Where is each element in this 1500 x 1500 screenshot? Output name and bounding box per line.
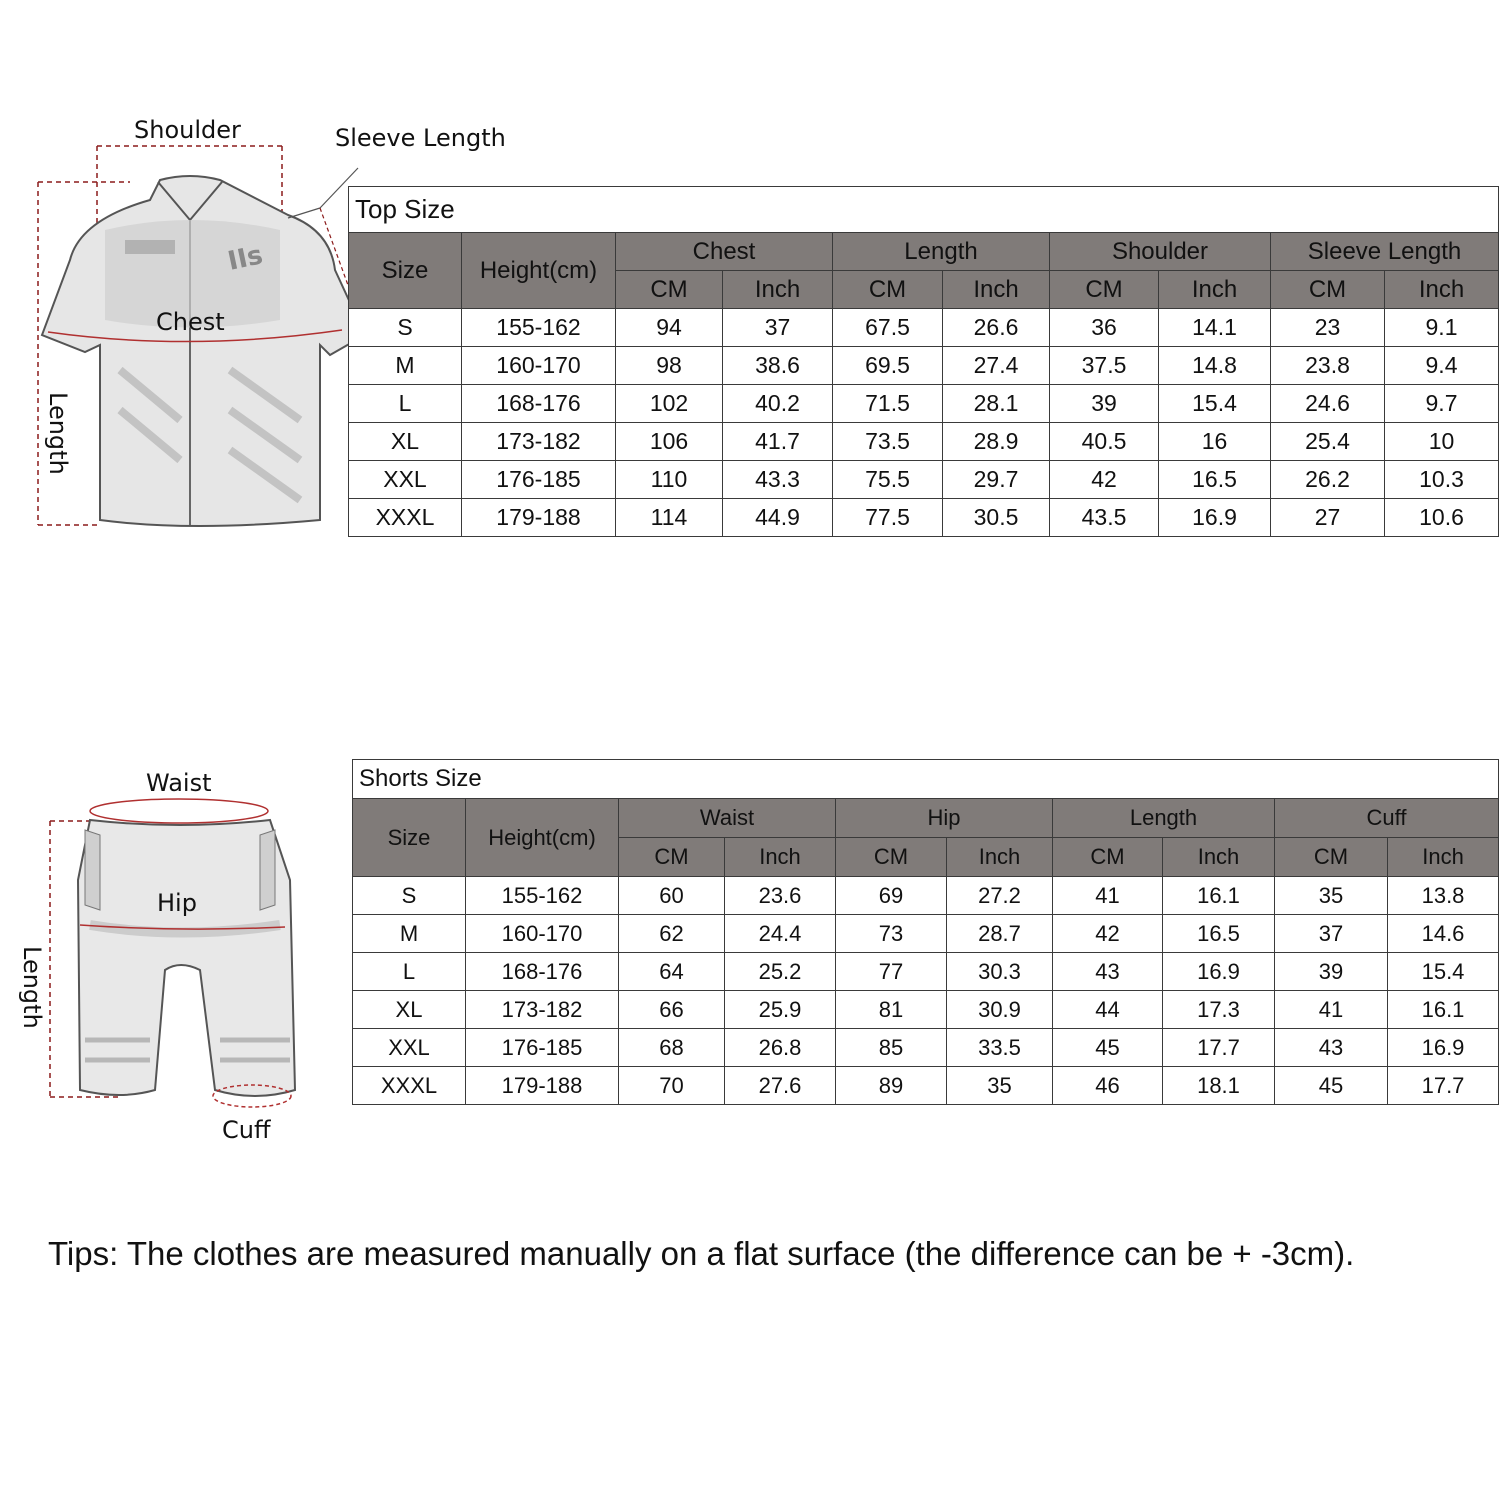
table-cell: 68	[619, 1029, 725, 1067]
table-cell: 30.5	[943, 499, 1050, 537]
shorts-unit-header: Inch	[1388, 838, 1499, 877]
table-cell: 73	[836, 915, 947, 953]
size-cell: XXL	[353, 1029, 466, 1067]
table-cell: 23.8	[1271, 347, 1385, 385]
table-cell: 42	[1050, 461, 1159, 499]
table-cell: 35	[1275, 877, 1388, 915]
table-cell: 25.2	[725, 953, 836, 991]
table-cell: 13.8	[1388, 877, 1499, 915]
svg-text:IIs: IIs	[225, 240, 266, 277]
jersey-shape	[42, 176, 365, 526]
table-row	[349, 499, 1499, 537]
shoulder-label: Shoulder	[134, 116, 241, 144]
shorts-unit-header: Inch	[1163, 838, 1275, 877]
table-cell: 46	[1053, 1067, 1163, 1105]
shorts-unit-header: Inch	[725, 838, 836, 877]
table-cell: 15.4	[1159, 385, 1271, 423]
top-unit-header: Inch	[943, 271, 1050, 309]
table-cell: 69.5	[833, 347, 943, 385]
table-cell: 38.6	[723, 347, 833, 385]
size-cell: XXL	[349, 461, 462, 499]
table-cell: 160-170	[462, 347, 616, 385]
table-cell: 17.7	[1388, 1067, 1499, 1105]
table-cell: 44	[1053, 991, 1163, 1029]
table-cell: 16.1	[1163, 877, 1275, 915]
table-cell: 25.9	[725, 991, 836, 1029]
size-cell: M	[353, 915, 466, 953]
table-cell: 24.6	[1271, 385, 1385, 423]
table-cell: 39	[1050, 385, 1159, 423]
table-cell: 73.5	[833, 423, 943, 461]
table-cell: 16.9	[1388, 1029, 1499, 1067]
table-row	[349, 423, 1499, 461]
top-size-table	[348, 186, 1499, 537]
table-cell: 179-188	[466, 1067, 619, 1105]
table-cell: 16.5	[1163, 915, 1275, 953]
table-cell: 62	[619, 915, 725, 953]
sleeve-length-label: Sleeve Length	[335, 124, 506, 152]
table-cell: 24.4	[725, 915, 836, 953]
table-cell: 179-188	[462, 499, 616, 537]
shorts-unit-header: CM	[1275, 838, 1388, 877]
table-cell: 16.9	[1159, 499, 1271, 537]
size-cell: XXXL	[349, 499, 462, 537]
shorts-table-body	[353, 877, 1499, 1105]
table-cell: 37.5	[1050, 347, 1159, 385]
table-row	[353, 991, 1499, 1029]
shorts-unit-header: CM	[836, 838, 947, 877]
table-cell: 173-182	[466, 991, 619, 1029]
table-cell: 168-176	[466, 953, 619, 991]
table-cell: 64	[619, 953, 725, 991]
table-cell: 28.7	[947, 915, 1053, 953]
shorts-unit-header: CM	[1053, 838, 1163, 877]
size-cell: S	[349, 309, 462, 347]
table-cell: 14.8	[1159, 347, 1271, 385]
measurement-tips: Tips: The clothes are measured manually on a flat surface (the difference can be + -3cm).	[48, 1235, 1355, 1272]
table-cell: 23.6	[725, 877, 836, 915]
table-cell: 176-185	[466, 1029, 619, 1067]
table-cell: 45	[1275, 1067, 1388, 1105]
shorts-unit-header: Inch	[947, 838, 1053, 877]
chest-label: Chest	[156, 308, 225, 336]
top-table-title: Top Size	[349, 187, 1499, 233]
table-cell: 168-176	[462, 385, 616, 423]
table-cell: 77	[836, 953, 947, 991]
table-cell: 94	[616, 309, 723, 347]
table-cell: 176-185	[462, 461, 616, 499]
table-cell: 77.5	[833, 499, 943, 537]
table-row	[353, 915, 1499, 953]
table-cell: 75.5	[833, 461, 943, 499]
table-cell: 25.4	[1271, 423, 1385, 461]
table-cell: 30.3	[947, 953, 1053, 991]
shorts-shape	[78, 820, 295, 1096]
table-row	[349, 309, 1499, 347]
table-cell: 17.3	[1163, 991, 1275, 1029]
table-cell: 106	[616, 423, 723, 461]
table-cell: 71.5	[833, 385, 943, 423]
table-cell: 15.4	[1388, 953, 1499, 991]
shorts-size-header: Size	[353, 799, 466, 877]
table-cell: 155-162	[462, 309, 616, 347]
table-cell: 40.5	[1050, 423, 1159, 461]
table-cell: 81	[836, 991, 947, 1029]
table-cell: 98	[616, 347, 723, 385]
table-cell: 114	[616, 499, 723, 537]
table-cell: 39	[1275, 953, 1388, 991]
table-cell: 26.8	[725, 1029, 836, 1067]
table-cell: 26.2	[1271, 461, 1385, 499]
table-cell: 9.4	[1385, 347, 1499, 385]
table-cell: 28.1	[943, 385, 1050, 423]
top-group-header: Sleeve Length	[1271, 233, 1499, 271]
table-cell: 14.1	[1159, 309, 1271, 347]
shorts-height-header: Height(cm)	[466, 799, 619, 877]
shorts-table-title: Shorts Size	[353, 760, 1499, 799]
table-cell: 26.6	[943, 309, 1050, 347]
table-cell: 43	[1275, 1029, 1388, 1067]
table-cell: 173-182	[462, 423, 616, 461]
table-cell: 27.4	[943, 347, 1050, 385]
table-cell: 41.7	[723, 423, 833, 461]
table-row	[353, 1029, 1499, 1067]
table-cell: 16.5	[1159, 461, 1271, 499]
table-cell: 70	[619, 1067, 725, 1105]
table-row	[353, 877, 1499, 915]
shorts-group-header: Cuff	[1275, 799, 1499, 838]
table-cell: 60	[619, 877, 725, 915]
table-cell: 16.1	[1388, 991, 1499, 1029]
jersey-length-label: Length	[44, 392, 72, 475]
top-unit-header: Inch	[1159, 271, 1271, 309]
table-cell: 27.6	[725, 1067, 836, 1105]
top-table-body	[349, 309, 1499, 537]
table-cell: 41	[1053, 877, 1163, 915]
table-cell: 155-162	[466, 877, 619, 915]
shorts-unit-header: CM	[619, 838, 725, 877]
table-cell: 102	[616, 385, 723, 423]
table-cell: 33.5	[947, 1029, 1053, 1067]
table-cell: 27	[1271, 499, 1385, 537]
top-unit-header: CM	[1271, 271, 1385, 309]
table-cell: 37	[723, 309, 833, 347]
table-cell: 14.6	[1388, 915, 1499, 953]
top-height-header: Height(cm)	[462, 233, 616, 309]
table-cell: 66	[619, 991, 725, 1029]
shorts-group-header: Hip	[836, 799, 1053, 838]
table-cell: 16	[1159, 423, 1271, 461]
table-row	[349, 461, 1499, 499]
table-cell: 41	[1275, 991, 1388, 1029]
top-group-header: Shoulder	[1050, 233, 1271, 271]
table-cell: 110	[616, 461, 723, 499]
table-cell: 67.5	[833, 309, 943, 347]
table-cell: 160-170	[466, 915, 619, 953]
table-cell: 10	[1385, 423, 1499, 461]
table-cell: 9.7	[1385, 385, 1499, 423]
table-cell: 17.7	[1163, 1029, 1275, 1067]
table-cell: 16.9	[1163, 953, 1275, 991]
top-size-header: Size	[349, 233, 462, 309]
table-cell: 37	[1275, 915, 1388, 953]
table-cell: 28.9	[943, 423, 1050, 461]
top-unit-header: CM	[1050, 271, 1159, 309]
top-unit-header: Inch	[1385, 271, 1499, 309]
table-cell: 9.1	[1385, 309, 1499, 347]
table-cell: 43.3	[723, 461, 833, 499]
table-cell: 40.2	[723, 385, 833, 423]
size-cell: XL	[349, 423, 462, 461]
table-row	[349, 347, 1499, 385]
table-cell: 29.7	[943, 461, 1050, 499]
table-cell: 10.6	[1385, 499, 1499, 537]
table-cell: 35	[947, 1067, 1053, 1105]
table-cell: 85	[836, 1029, 947, 1067]
shorts-length-label: Length	[18, 946, 46, 1029]
table-row	[349, 385, 1499, 423]
hip-label: Hip	[157, 889, 197, 917]
size-cell: XL	[353, 991, 466, 1029]
table-row	[353, 953, 1499, 991]
waist-measure-line	[90, 799, 268, 823]
table-cell: 69	[836, 877, 947, 915]
table-cell: 18.1	[1163, 1067, 1275, 1105]
size-cell: S	[353, 877, 466, 915]
table-cell: 36	[1050, 309, 1159, 347]
table-cell: 23	[1271, 309, 1385, 347]
top-unit-header: CM	[616, 271, 723, 309]
table-cell: 45	[1053, 1029, 1163, 1067]
shorts-group-header: Length	[1053, 799, 1275, 838]
top-group-header: Length	[833, 233, 1050, 271]
table-cell: 10.3	[1385, 461, 1499, 499]
waist-label: Waist	[146, 769, 212, 797]
table-cell: 43.5	[1050, 499, 1159, 537]
cuff-label: Cuff	[222, 1116, 271, 1144]
shorts-group-header: Waist	[619, 799, 836, 838]
table-cell: 27.2	[947, 877, 1053, 915]
table-cell: 42	[1053, 915, 1163, 953]
shorts-size-table	[352, 759, 1499, 1105]
table-cell: 30.9	[947, 991, 1053, 1029]
size-cell: M	[349, 347, 462, 385]
top-unit-header: Inch	[723, 271, 833, 309]
table-cell: 43	[1053, 953, 1163, 991]
size-cell: L	[353, 953, 466, 991]
top-group-header: Chest	[616, 233, 833, 271]
shorts-illustration	[40, 790, 320, 1120]
size-cell: XXXL	[353, 1067, 466, 1105]
table-row	[353, 1067, 1499, 1105]
table-cell: 44.9	[723, 499, 833, 537]
table-cell: 89	[836, 1067, 947, 1105]
top-unit-header: CM	[833, 271, 943, 309]
size-cell: L	[349, 385, 462, 423]
